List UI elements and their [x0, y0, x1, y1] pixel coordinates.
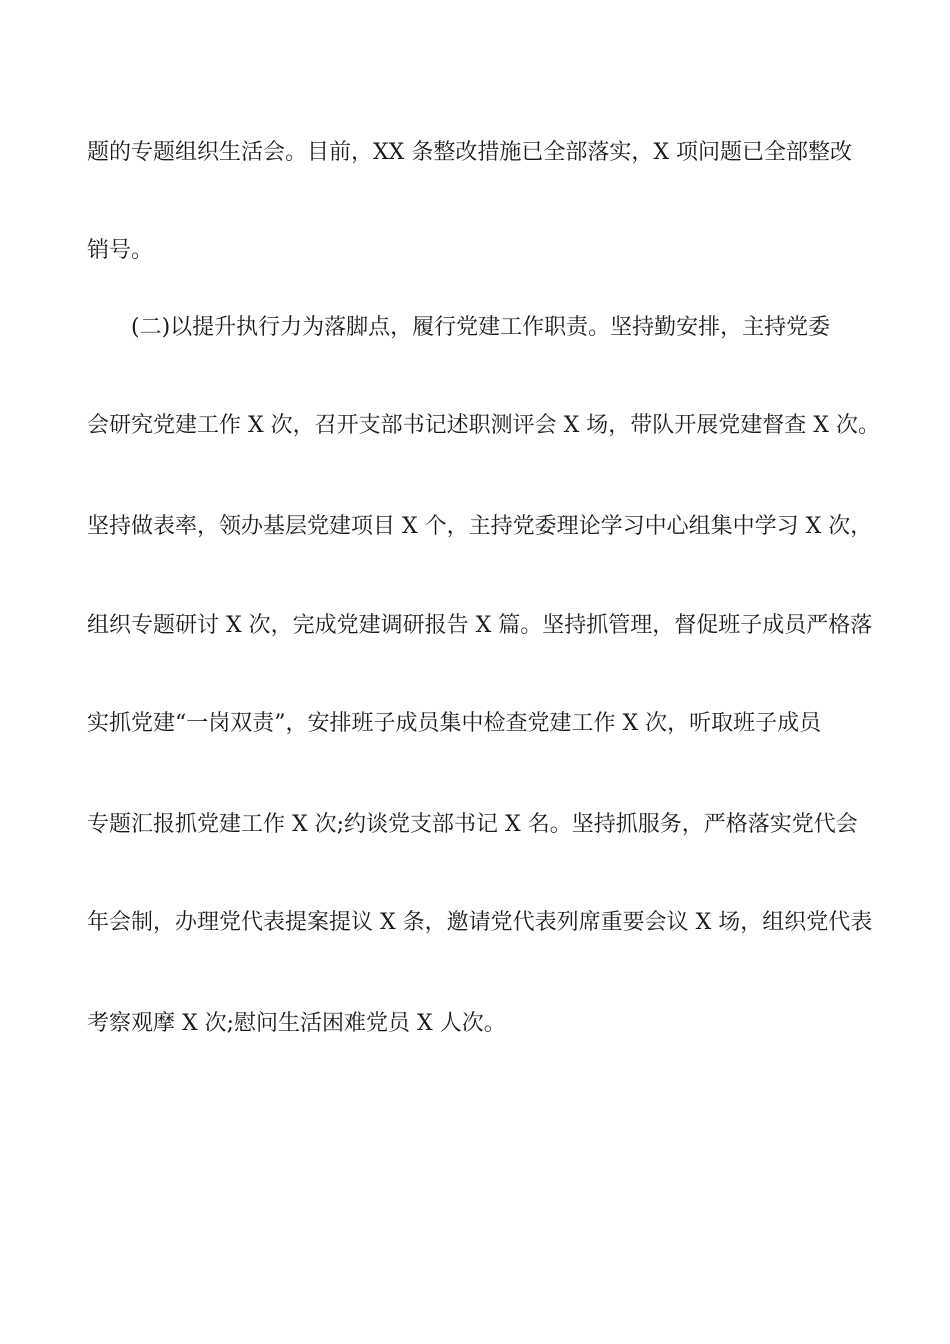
paragraph-line: 专题汇报抓党建工作 X 次;约谈党支部书记 X 名。坚持抓服务，严格落实党代会: [87, 812, 858, 837]
paragraph-line: 组织专题研讨 X 次，完成党建调研报告 X 篇。坚持抓管理，督促班子成员严格落: [87, 613, 873, 638]
paragraph-line: 年会制，办理党代表提案提议 X 条，邀请党代表列席重要会议 X 场，组织党代表: [87, 910, 873, 935]
section-heading-line: (二)以提升执行力为落脚点，履行党建工作职责。坚持勤安排，主持党委: [131, 315, 831, 340]
paragraph-line: 坚持做表率，领办基层党建项目 X 个，主持党委理论学习中心组集中学习 X 次，: [87, 514, 873, 539]
paragraph-line: 销号。: [87, 238, 154, 263]
paragraph-line: 题的专题组织生活会。目前，XX 条整改措施已全部落实，X 项问题已全部整改: [87, 140, 852, 165]
paragraph-line: 会研究党建工作 X 次，召开支部书记述职测评会 X 场，带队开展党建督查 X 次。: [87, 413, 880, 438]
paragraph-line: 考察观摩 X 次;慰问生活困难党员 X 人次。: [87, 1011, 506, 1036]
paragraph-line: 实抓党建“一岗双责”，安排班子成员集中检查党建工作 X 次，听取班子成员: [87, 711, 822, 736]
